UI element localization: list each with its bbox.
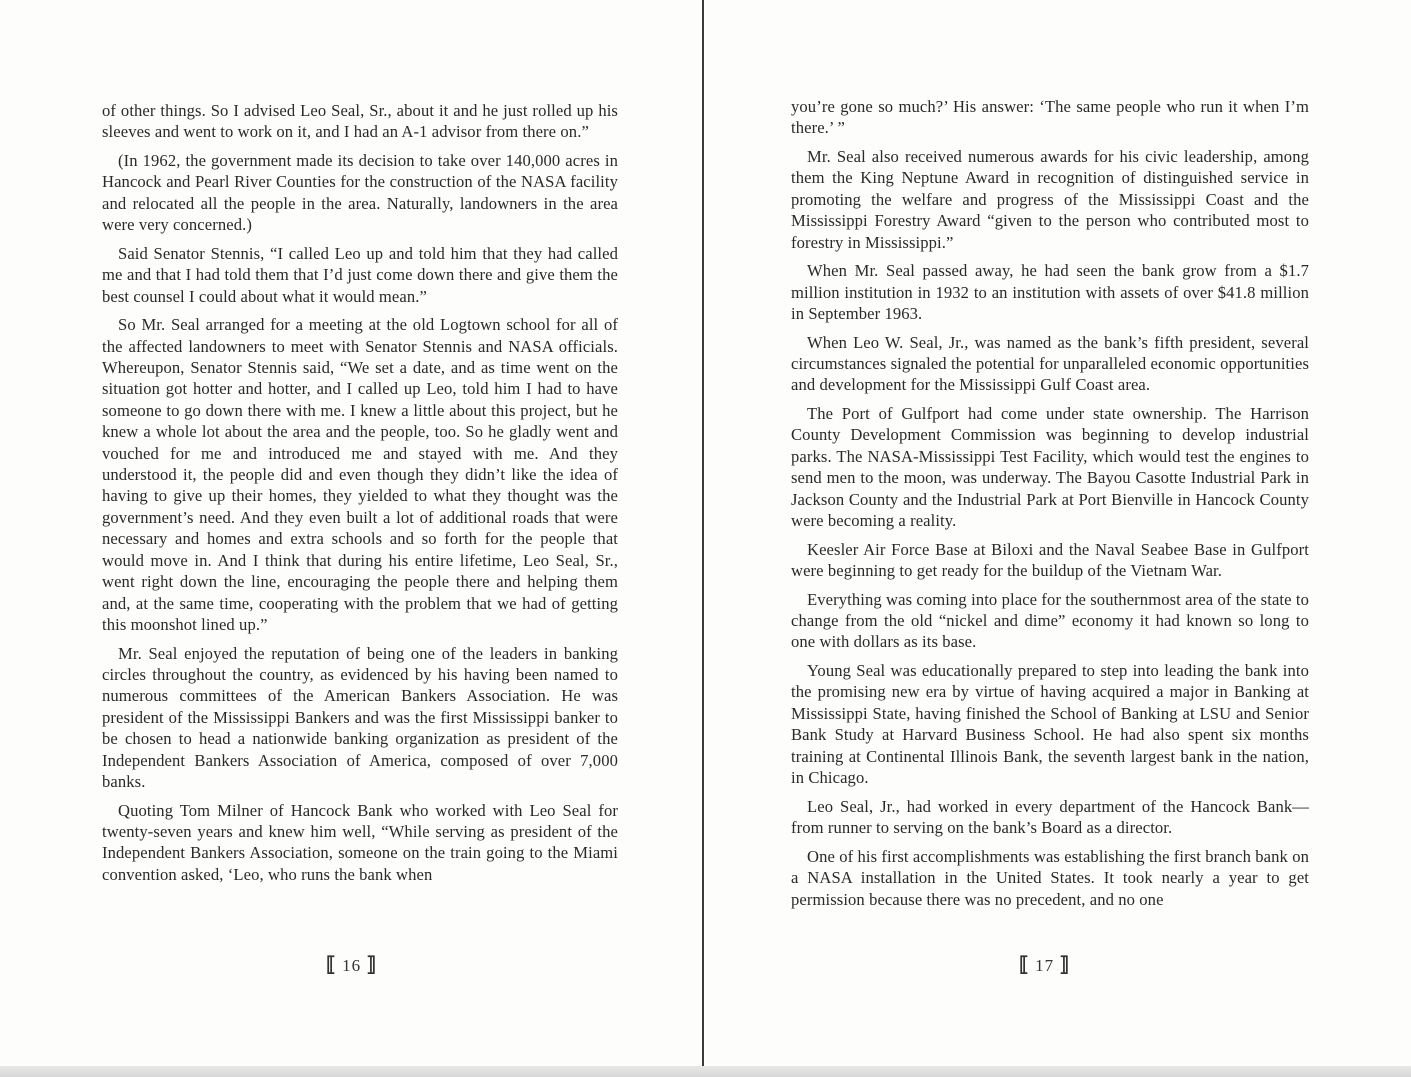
left-page-body — [102, 100, 618, 892]
page-number — [326, 952, 377, 977]
folio-bracket-close: ⟧ — [1059, 954, 1071, 976]
folio-bracket-open: ⟦ — [1019, 954, 1030, 976]
paragraph: When Leo W. Seal, Jr., was named as the bank’s fifth president, several circumstances signaled the potential for unparalleled economic opportunities and development for the Mississippi Gulf Coast area. — [791, 332, 1309, 395]
paragraph: Keesler Air Force Base at Biloxi and the Naval Seabee Base in Gulfport were beginning to get ready for the buildup of the Vietnam War. — [791, 539, 1309, 581]
paragraph: Everything was coming into place for the southernmost area of the state to change from the old “nickel and dime” economy it had known so long to one with dollars as its base. — [791, 589, 1309, 652]
paragraph: Young Seal was educationally prepared to step into leading the bank into the promising new era by virtue of having acquired a major in Banking at Mississippi State, having finished the School of Banking at LSU and Senior Bank Study at Harvard Business School. He had also spent six months training at Continental Illinois Bank, the seventh largest bank in the nation, in Chicago. — [791, 661, 1309, 788]
paragraph: Quoting Tom Milner of Hancock Bank who worked with Leo Seal for twenty-seven years and knew him well, “While serving as president of the Independent Bankers Association, someone on the train going to the Miami convention asked, ‘Leo, who runs the bank when — [102, 800, 618, 884]
paragraph: Leo Seal, Jr., had worked in every department of the Hancock Bank—from runner to serving on the bank’s Board as a director. — [791, 796, 1309, 838]
right-page — [705, 0, 1411, 1077]
paragraph: One of his first accomplishments was establishing the first branch bank on a NASA installation in the United States. It took nearly a year to get permission because there was no precedent, and no one — [791, 846, 1309, 909]
page-number — [1019, 952, 1070, 977]
right-page-body — [791, 96, 1309, 917]
folio-bracket-close: ⟧ — [366, 954, 378, 976]
paragraph: Mr. Seal enjoyed the reputation of being one of the leaders in banking circles throughout the country, as evidenced by his having been named to numerous committees of the American Bankers Association. He was president of the Mississippi Bankers and was the first Mississippi banker to be chosen to head a nationwide banking organization as president of the Independent Bankers Association of America, composed of over 7,000 banks. — [102, 643, 618, 791]
paragraph: (In 1962, the government made its decision to take over 140,000 acres in Hancock and Pearl River Counties for the construction of the NASA facility and relocated all the people in the area. Naturally, landowners in the area were very concerned.) — [102, 151, 618, 235]
left-page — [0, 0, 704, 1077]
paragraph: you’re gone so much?’ His answer: ‘The same people who run it when I’m there.’ ” — [791, 97, 1309, 138]
paragraph: of other things. So I advised Leo Seal, Sr., about it and he just rolled up his sleeves and went to work on it, and I had an A-1 advisor from there on.” — [102, 101, 618, 142]
page-number-value: 17 — [1035, 956, 1055, 975]
paragraph: So Mr. Seal arranged for a meeting at the old Logtown school for all of the affected landowners to meet with Senator Stennis and NASA officials. Whereupon, Senator Stennis said, “We set a date, and as time went on the situation got hotter and hotter, and I called up Leo, told him I had to have someone to go down there with me. I knew a little about this project, but he knew a whole lot about the area and the people, too. So he gladly went and vouched for me and introduced me and stayed with me. And they understood it, the people did and even though they didn’t like the idea of having to give up their homes, they yielded to what they thought was the government’s need. And they even built a lot of additional roads that were necessary and homes and extra schools and so forth for the people that would move in. And I think that during his entire lifetime, Leo Seal, Sr., went right down the line, encouraging the people there and helping them and, at the same time, cooperating with the problem that we had of getting this moonshot lined up.” — [102, 315, 618, 634]
paragraph: The Port of Gulfport had come under state ownership. The Harrison County Development Commission was beginning to develop industrial parks. The NASA-Mississippi Test Facility, which would test the engines to send men to the moon, was underway. The Bayou Casotte Industrial Park in Jackson County and the Industrial Park at Port Bienville in Hancock County were becoming a reality. — [791, 404, 1309, 531]
page-number-value: 16 — [342, 956, 362, 975]
folio-bracket-open: ⟦ — [326, 954, 337, 976]
book-gutter — [702, 0, 704, 1070]
scan-bottom-edge — [0, 1066, 1411, 1077]
paragraph: Mr. Seal also received numerous awards for his civic leadership, among them the King Neptune Award in recognition of distinguished service in promoting the welfare and progress of the Mississippi Coast and the Mississippi Forestry Award “given to the person who contributed most to forestry in Mississippi.” — [791, 147, 1309, 252]
paragraph: When Mr. Seal passed away, he had seen the bank grow from a $1.7 million institution in 1932 to an institution with assets of over $41.8 million in September 1963. — [791, 261, 1309, 324]
paragraph: Said Senator Stennis, “I called Leo up and told him that they had called me and that I had told them that I’d just come down there and give them the best counsel I could about what it would mean.” — [102, 243, 618, 306]
